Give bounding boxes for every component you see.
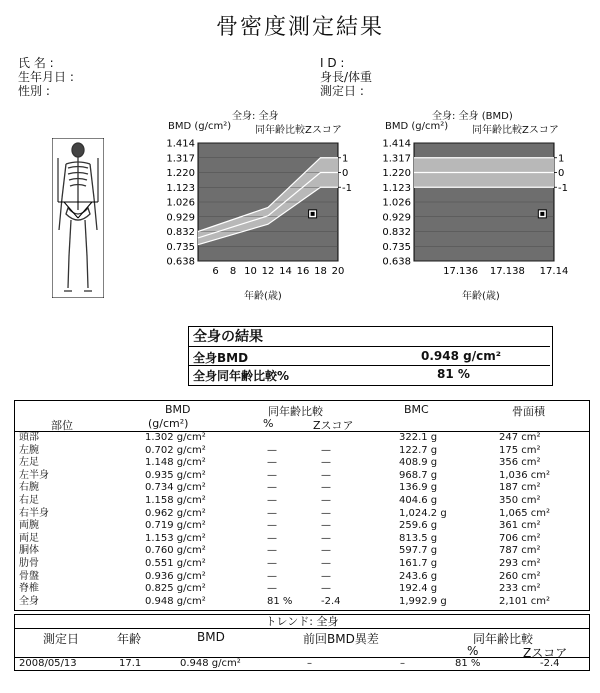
skeleton-scan-image (52, 138, 104, 298)
x-tick-label: 6 (212, 266, 219, 277)
cell-area: 350 cm² (499, 495, 541, 506)
cell-bmd: 0.962 g/cm² (145, 507, 206, 519)
series-label: 0 (558, 168, 565, 179)
cell-region: 両足 (19, 532, 39, 544)
y-tick-label: 1.026 (166, 197, 195, 209)
table-row (15, 445, 589, 457)
series-label: 1 (558, 153, 565, 165)
result-row-bmd (189, 347, 550, 366)
cell-zscore: — (321, 583, 331, 595)
cell-bmd: 0.702 g/cm² (145, 444, 206, 456)
trend-header-age: 年齢 (117, 632, 142, 646)
y-tick-label: 0.832 (166, 227, 195, 238)
cell-zscore: — (321, 570, 331, 582)
bmd-label: 全身BMD (193, 351, 249, 365)
cell-pct: — (267, 495, 277, 506)
cell-zscore: — (321, 444, 331, 456)
y-tick-label: 0.832 (382, 227, 411, 238)
chart2-ylabel: BMD (g/cm²) (385, 121, 449, 132)
cell-area: 361 cm² (499, 520, 541, 532)
regional-results-table (14, 400, 590, 611)
series-label: -1 (342, 182, 352, 194)
x-tick-label: 14 (279, 266, 292, 277)
cell-bmd: 1.148 g/cm² (145, 457, 206, 469)
cell-bmd: 1.158 g/cm² (145, 495, 206, 506)
cell-pct: — (267, 520, 277, 532)
bmd-value: 0.948 g/cm² (421, 349, 501, 363)
chart1-xlabel: 年齢(歳) (244, 291, 282, 302)
cell-bmd: 1.153 g/cm² (145, 532, 206, 544)
cell-bmd: 1.302 g/cm² (145, 432, 206, 443)
trend-age: 17.1 (119, 658, 142, 669)
x-tick-label: 18 (314, 266, 327, 277)
y-tick-label: 0.929 (382, 212, 411, 224)
cell-region: 頭部 (19, 432, 39, 443)
chart1-right-label: 同年齢比較Zスコア (255, 125, 342, 136)
series-label: 1 (342, 153, 349, 165)
y-tick-label: 0.735 (382, 241, 411, 253)
pct-value: 81 % (437, 367, 470, 381)
cell-bmc: 122.7 g (399, 444, 438, 456)
header-pct: % (263, 417, 274, 430)
y-tick-label: 0.638 (166, 256, 195, 268)
cell-bmd: 0.734 g/cm² (145, 482, 206, 494)
y-tick-label: 1.317 (166, 153, 195, 165)
cell-bmc: 243.6 g (399, 570, 438, 582)
x-tick-label: 12 (261, 266, 275, 277)
trend-header-compare: 同年齢比較 (473, 632, 534, 646)
cell-pct: — (267, 469, 277, 481)
chart1-title: 全身: 全身 (232, 111, 279, 122)
trend-zscore: -2.4 (540, 658, 560, 669)
trend-header-bmd: BMD (197, 630, 225, 644)
chart2-xlabel: 年齢(歳) (462, 291, 500, 302)
cell-area: 187 cm² (499, 482, 541, 494)
y-tick-label: 1.414 (166, 138, 195, 150)
result-header: 全身の結果 (189, 327, 550, 347)
y-tick-label: 1.220 (382, 168, 411, 179)
cell-bmd: 0.719 g/cm² (145, 520, 206, 532)
y-tick-label: 1.317 (382, 153, 411, 165)
table-row (15, 432, 589, 444)
trend-header-pct: % (467, 644, 479, 658)
cell-bmc: 161.7 g (399, 558, 438, 569)
cell-bmd: 0.936 g/cm² (145, 570, 206, 582)
chart1-ylabel: BMD (g/cm²) (168, 121, 232, 132)
table-row (15, 533, 589, 545)
y-tick-label: 0.735 (166, 241, 195, 253)
trend-header-date: 測定日 (43, 632, 80, 646)
cell-zscore: — (321, 469, 331, 481)
cell-region: 右半身 (19, 507, 49, 519)
cell-bmc: 408.9 g (399, 457, 438, 469)
y-tick-label: 1.123 (166, 182, 195, 194)
cell-region: 両腕 (19, 520, 39, 532)
x-tick-label: 8 (229, 266, 237, 277)
cell-area: 787 cm² (499, 545, 541, 557)
y-tick-label: 1.220 (166, 168, 195, 179)
cell-region: 全身 (19, 595, 39, 607)
cell-region: 右足 (19, 495, 39, 506)
header-compare: 同年齢比較 (268, 405, 323, 418)
table-row (15, 482, 589, 494)
cell-bmc: 192.4 g (399, 583, 438, 595)
height-weight-label: 身長/体重 (320, 70, 373, 84)
cell-pct: — (267, 532, 277, 544)
trend-diff-1: – (307, 658, 312, 669)
cell-zscore: -2.4 (321, 595, 341, 607)
y-tick-label: 1.414 (382, 138, 411, 150)
cell-zscore: — (321, 507, 331, 519)
cell-pct: — (267, 583, 277, 595)
table-row (15, 470, 589, 482)
cell-area: 2,101 cm² (499, 595, 551, 607)
table-row (15, 571, 589, 583)
cell-area: 233 cm² (499, 583, 541, 595)
cell-pct: — (267, 482, 277, 494)
page-title: 骨密度測定結果 (215, 15, 384, 40)
cell-area: 247 cm² (499, 432, 541, 443)
trend-table (14, 614, 590, 671)
cell-bmc: 968.7 g (399, 469, 438, 481)
header-bmd: BMD (165, 403, 191, 416)
table-row (15, 520, 589, 532)
cell-zscore: — (321, 482, 331, 494)
cell-zscore: — (321, 495, 331, 506)
cell-region: 胴体 (19, 545, 39, 557)
cell-bmc: 404.6 g (399, 495, 438, 506)
cell-area: 706 cm² (499, 532, 541, 544)
cell-region: 左半身 (19, 469, 49, 481)
table-row (15, 495, 589, 507)
cell-pct: — (267, 570, 277, 582)
cell-region: 骨盤 (19, 570, 39, 582)
cell-zscore: — (321, 558, 331, 569)
x-tick-label: 17.138 (489, 266, 525, 277)
cell-zscore: — (321, 532, 331, 544)
series-label: -1 (558, 182, 568, 194)
cell-bmc: 136.9 g (399, 482, 438, 494)
cell-region: 脊椎 (19, 583, 39, 595)
y-tick-label: 0.638 (382, 256, 411, 268)
cell-area: 175 cm² (499, 444, 541, 456)
table-row (15, 558, 589, 570)
cell-region: 肋骨 (19, 558, 39, 569)
y-tick-label: 0.929 (166, 212, 195, 224)
cell-bmc: 322.1 g (399, 432, 438, 443)
trend-date: 2008/05/13 (19, 658, 77, 669)
cell-bmd: 0.948 g/cm² (145, 595, 206, 607)
y-tick-label: 1.123 (382, 182, 411, 194)
cell-zscore: — (321, 520, 331, 532)
cell-bmd: 0.825 g/cm² (145, 583, 206, 595)
date-label: 測定日 : (320, 84, 364, 98)
x-tick-label: 20 (331, 266, 345, 277)
x-tick-label: 16 (296, 266, 310, 277)
chart2-plot (376, 135, 598, 280)
dob-label: 生年月日 : (18, 70, 74, 84)
cell-area: 293 cm² (499, 558, 541, 569)
whole-body-result-box (188, 326, 553, 386)
trend-header-diff: 前回BMD異差 (303, 632, 379, 646)
chart2-right-label: 同年齢比較Zスコア (472, 125, 559, 136)
table-row (15, 457, 589, 469)
cell-area: 260 cm² (499, 570, 541, 582)
trend-diff-2: – (400, 658, 405, 669)
table-row (15, 596, 589, 608)
cell-area: 1,036 cm² (499, 469, 551, 481)
trend-header-zscore: Zスコア (523, 646, 568, 660)
cell-region: 右腕 (19, 482, 39, 494)
cell-pct: — (267, 444, 277, 456)
trend-title: トレンド: 全身 (15, 615, 589, 629)
cell-area: 356 cm² (499, 457, 541, 469)
result-row-pct (189, 365, 550, 384)
cell-pct: 81 % (267, 595, 293, 607)
cell-bmc: 813.5 g (399, 532, 438, 544)
cell-area: 1,065 cm² (499, 507, 551, 519)
cell-region: 左腕 (19, 444, 39, 456)
table-row (15, 583, 589, 595)
trend-divider (15, 657, 589, 658)
cell-bmd: 0.551 g/cm² (145, 558, 206, 569)
chart1-plot (160, 135, 360, 280)
cell-bmd: 0.935 g/cm² (145, 469, 206, 481)
cell-region: 左足 (19, 457, 39, 469)
pct-label: 全身同年齢比較% (193, 369, 290, 383)
chart2-title: 全身: 全身 (BMD) (432, 111, 513, 122)
header-region: 部位 (51, 419, 73, 432)
cell-bmd: 0.760 g/cm² (145, 545, 206, 557)
cell-bmc: 597.7 g (399, 545, 438, 557)
table-row (15, 545, 589, 557)
header-bmd-unit: (g/cm²) (148, 417, 189, 430)
cell-zscore: — (321, 457, 331, 469)
header-area: 骨面積 (512, 405, 545, 418)
cell-bmc: 1,992.9 g (399, 595, 447, 607)
sex-label: 性別 : (18, 84, 50, 98)
cell-bmc: 259.6 g (399, 520, 438, 532)
patient-point-core (540, 212, 544, 216)
cell-pct: — (267, 545, 277, 557)
cell-pct: — (267, 558, 277, 569)
patient-point-core (311, 212, 315, 216)
trend-pct: 81 % (455, 658, 481, 669)
x-tick-label: 10 (244, 266, 257, 277)
series-label: 0 (342, 168, 349, 179)
x-tick-label: 17.136 (443, 266, 479, 277)
x-tick-label: 17.14 (539, 266, 569, 277)
id-label: I D : (320, 56, 345, 70)
cell-pct: — (267, 507, 277, 519)
table-row (15, 508, 589, 520)
cell-zscore: — (321, 545, 331, 557)
name-label: 氏 名 : (18, 56, 54, 70)
y-tick-label: 1.026 (382, 197, 411, 209)
cell-bmc: 1,024.2 g (399, 507, 447, 519)
cell-pct: — (267, 457, 277, 469)
header-zscore: Zスコア (313, 419, 354, 432)
trend-bmd: 0.948 g/cm² (180, 658, 241, 669)
header-bmc: BMC (404, 403, 429, 416)
